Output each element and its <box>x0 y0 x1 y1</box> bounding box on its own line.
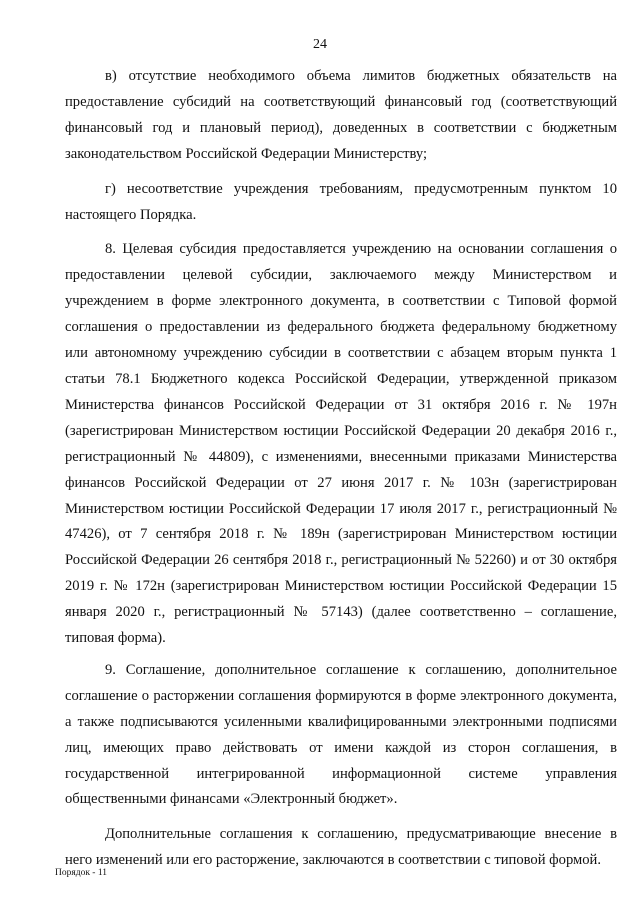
paragraph-item-g: г) несоответствие учреждения требованиям, предусмотренным пунктом 10 настоящего Порядка. <box>65 180 617 223</box>
paragraph-clause-8: 8. Целевая субсидия предоставляется учреждению на основании соглашения о предоставлении целевой субсидии, заключаемого между Министерством и учреждением в форме электронного документа, в соответствии с Типовой формой соглашения о предоставлении из федерального бюджета федеральному бюджетному или автономному учреждению субсидии в соответствии с абзацем вторым пункта 1 статьи 78.1 Бюджетного кодекса Российской Федерации, утвержденной приказом Министерства финансов Российской Федерации от 31 октября 2016 г. № 197н (зарегистрирован Министерством юстиции Российской Федерации 20 декабря 2016 г., регистрационный № 44809), с изменениями, внесенными приказами Министерства финансов Российской Федерации от 27 июня 2017 г. № 103н (зарегистрирован Министерством юстиции Российской Федерации 17 июля 2017 г., регистрационный № 47426), от 7 сентября 2018 г. № 189н (зарегистрирован Министерством юстиции Российской Федерации 26 сентября 2018 г., регистрационный № 52260) и от 30 октября 2019 г. № 172н (зарегистрирован Министерством юстиции Российской Федерации 15 января 2020 г., регистрационный № 57143) (далее соответственно – соглашение, типовая форма). <box>65 241 617 647</box>
footer-note: Порядок - 11 <box>55 868 107 878</box>
page-number: 24 <box>313 37 327 52</box>
document-body <box>65 64 617 883</box>
paragraph-item-v: в) отсутствие необходимого объема лимитов бюджетных обязательств на предоставление субсидий на соответствующий финансовый год (соответствующий финансовый год и плановый период), доведенных в соответствии с бюджетным законодательством Российской Федерации Министерству; <box>65 68 617 162</box>
paragraph-additional-agreements: Дополнительные соглашения к соглашению, предусматривающие внесение в него изменений или его расторжение, заключаются в соответствии с типовой формой. <box>65 826 617 869</box>
paragraph-clause-9: 9. Соглашение, дополнительное соглашение к соглашению, дополнительное соглашение о расторжении соглашения формируются в форме электронного документа, а также подписываются усиленными квалифицированными электронными подписями лиц, имеющих право действовать от имени каждой из сторон соглашения, в государственной интегрированной информационной системе управления общественными финансами «Электронный бюджет». <box>65 661 617 808</box>
